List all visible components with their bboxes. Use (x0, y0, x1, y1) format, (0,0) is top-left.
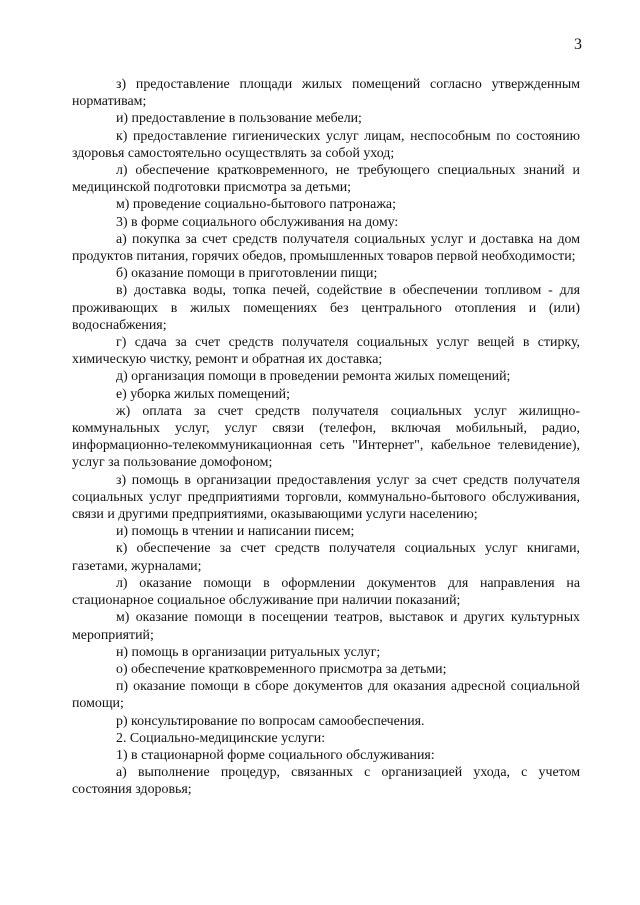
paragraph-p-aid-documents: п) оказание помощи в сборе документов для оказания адресной социальной помощи; (72, 679, 580, 712)
document-body (72, 76, 580, 799)
paragraph-v-water-heating: в) доставка воды, топка печей, содействие в обеспечении топливом - для проживающих в жилых помещениях без центрального отопления и (или) водоснабжения; (72, 283, 580, 333)
paragraph-r-consulting: р) консультирование по вопросам самообеспечения. (116, 713, 425, 729)
paragraph-n-ritual: н) помощь в организации ритуальных услуг; (116, 644, 381, 660)
page-number: 3 (574, 36, 582, 53)
paragraph-g-laundry: г) сдача за счет средств получателя социальных услуг вещей в стирку, химическую чистку, ремонт и обратная их доставка; (72, 335, 580, 368)
paragraph-l-documents: л) оказание помощи в оформлении документов для направления на стационарное социальное обслуживание при наличии показаний; (72, 575, 580, 609)
paragraph-l-childcare: л) обеспечение кратковременного, не требующего специальных знаний и медицинской подготовки присмотра за детьми; (72, 163, 580, 196)
paragraph-d-repair: д) организация помощи в проведении ремонта жилых помещений; (116, 369, 511, 385)
paragraph-m-culture: м) оказание помощи в посещении театров, выставок и других культурных мероприятий; (72, 610, 580, 643)
paragraph-3-home-service: 3) в форме социального обслуживания на дому: (116, 214, 399, 230)
paragraph-m-patronage: м) проведение социально-бытового патронажа; (116, 197, 396, 213)
paragraph-b-cooking: б) оказание помощи в приготовлении пищи; (116, 266, 378, 282)
paragraph-k-hygiene: к) предоставление гигиенических услуг лицам, неспособным по состоянию здоровья самостоятельно осуществлять за собой уход; (72, 128, 580, 161)
paragraph-i-letters: и) помощь в чтении и написании писем; (116, 524, 355, 540)
paragraph-z-services-help: з) помощь в организации предоставления услуг за счет средств получателя социальных услуг предприятиями торговли, коммунально-бытового обслуживания, связи и другими предприятиями, оказывающими услуги населению; (72, 472, 580, 523)
paragraph-a-purchase: а) покупка за счет средств получателя социальных услуг и доставка на дом продуктов питания, горячих обедов, промышленных товаров первой необходимости; (72, 231, 580, 265)
paragraph-a-procedures: а) выполнение процедур, связанных с организацией ухода, с учетом состояния здоровья; (72, 765, 580, 798)
paragraph-z-living-space: з) предоставление площади жилых помещений согласно утвержденным нормативам; (72, 77, 580, 110)
paragraph-1-inpatient: 1) в стационарной форме социального обслуживания: (116, 747, 435, 763)
section-heading-medical: 2. Социально-медицинские услуги: (116, 730, 326, 746)
paragraph-e-cleaning: е) уборка жилых помещений; (116, 386, 290, 402)
paragraph-o-childcare: о) обеспечение кратковременного присмотра за детьми; (116, 661, 447, 677)
paragraph-i-furniture: и) предоставление в пользование мебели; (116, 111, 362, 127)
paragraph-zh-payment: ж) оплата за счет средств получателя социальных услуг жилищно-коммунальных услуг, услуг связи (телефон, включая мобильный, радио, информационно-телекоммуникационная сеть "Интернет", кабельное телевидение), услуг за пользование домофоном; (72, 403, 580, 471)
paragraph-k-books: к) обеспечение за счет средств получателя социальных услуг книгами, газетами, журналами; (72, 541, 580, 574)
